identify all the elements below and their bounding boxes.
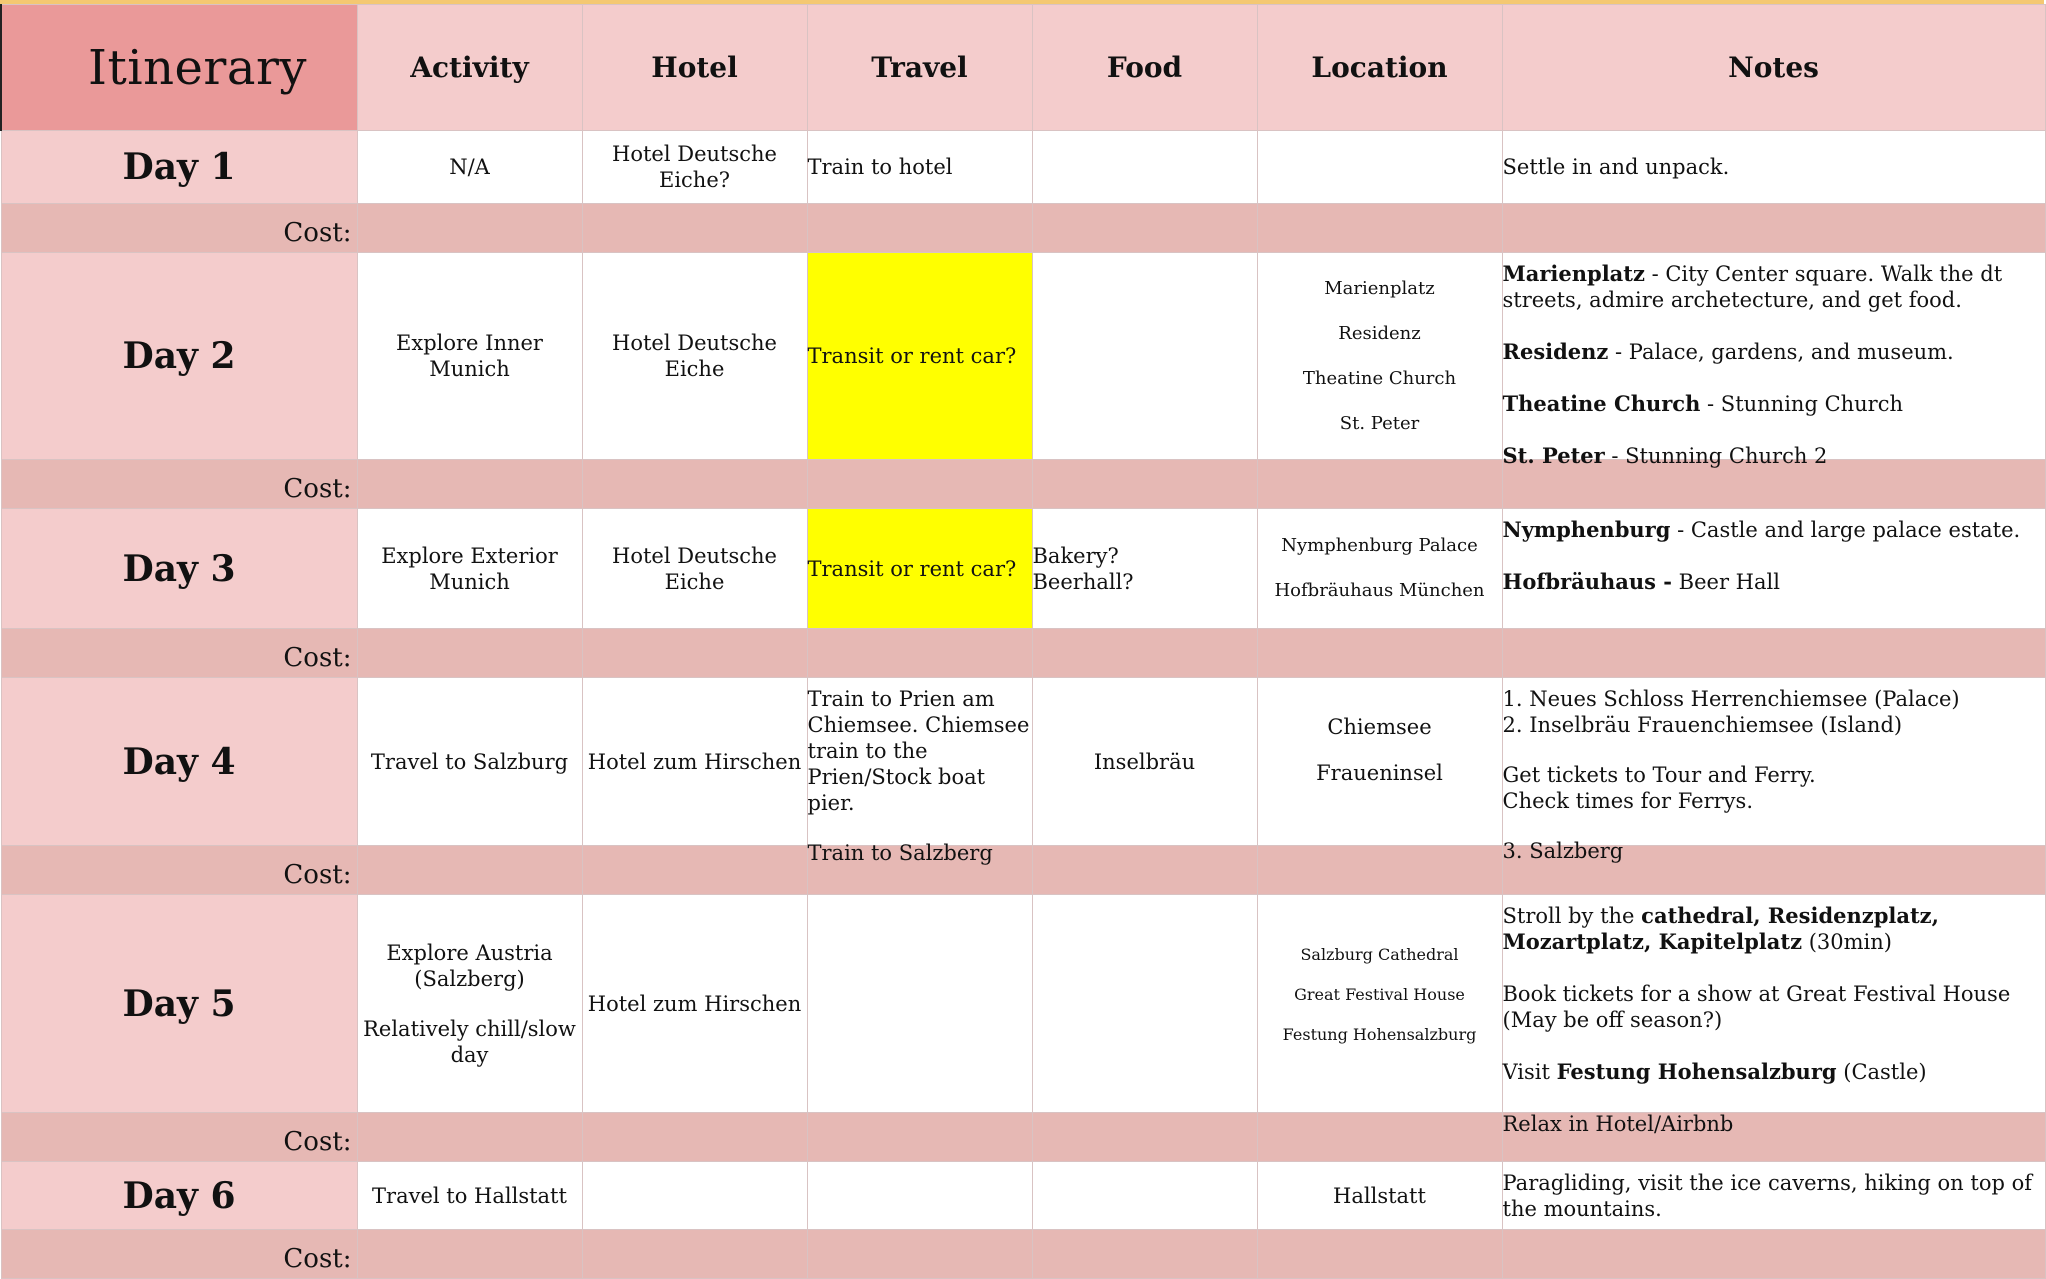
location-cell[interactable] xyxy=(1257,678,1502,846)
notes-content xyxy=(1502,686,2045,863)
activity-line: Relatively chill/slow day xyxy=(363,1016,576,1067)
note-line: Stroll by the cathedral, Residenzplatz, Mozartplatz, Kapitelplatz (30min) xyxy=(1502,903,1939,954)
hotel-cell[interactable]: Hotel Deutsche Eiche xyxy=(582,253,807,460)
travel-cell[interactable] xyxy=(807,678,1032,865)
note-line: 1. Neues Schloss Herrenchiemsee (Palace) xyxy=(1502,687,1960,711)
cost-cell[interactable] xyxy=(582,460,807,509)
cost-row xyxy=(1,846,2045,895)
travel-cell[interactable]: Train to hotel xyxy=(807,131,1032,204)
cost-cell[interactable] xyxy=(582,846,807,895)
header-notes[interactable]: Notes xyxy=(1502,5,2045,131)
header-hotel[interactable]: Hotel xyxy=(582,5,807,131)
cost-label[interactable]: Cost: xyxy=(1,204,357,253)
cost-cell[interactable] xyxy=(807,460,1032,509)
note-line: Visit Festung Hohensalzburg (Castle) xyxy=(1502,1059,1927,1084)
activity-cell[interactable]: Travel to Salzburg xyxy=(357,678,582,846)
notes-cell[interactable] xyxy=(1502,253,2045,468)
food-line: Beerhall? xyxy=(1032,569,1134,594)
travel-cell[interactable]: Transit or rent car? xyxy=(807,253,1032,460)
activity-cell[interactable]: Explore Exterior Munich xyxy=(357,509,582,629)
food-cell[interactable] xyxy=(1032,131,1257,204)
location-item: Residenz xyxy=(1338,322,1421,344)
note-line: Nymphenburg - Castle and large palace estate. xyxy=(1502,517,2021,542)
hotel-cell[interactable] xyxy=(582,1162,807,1230)
travel-cell[interactable]: Transit or rent car? xyxy=(807,509,1032,629)
day-row xyxy=(1,895,2045,1113)
header-location[interactable]: Location xyxy=(1257,5,1502,131)
cost-cell[interactable] xyxy=(807,1230,1032,1279)
cost-cell[interactable] xyxy=(1502,629,2045,678)
food-line: Bakery? xyxy=(1032,543,1119,568)
cost-label[interactable]: Cost: xyxy=(1,846,357,895)
day-label[interactable]: Day 2 xyxy=(1,253,357,460)
travel-line: Train to Prien am Chiemsee. Chiemsee train to the Prien/Stock boat pier. xyxy=(807,687,1030,815)
day-row xyxy=(1,678,2045,846)
note-line: Get tickets to Tour and Ferry. xyxy=(1502,763,1816,787)
cost-cell[interactable] xyxy=(807,629,1032,678)
cost-cell[interactable] xyxy=(1257,204,1502,253)
cost-row xyxy=(1,629,2045,678)
cost-label[interactable]: Cost: xyxy=(1,460,357,509)
hotel-cell[interactable]: Hotel Deutsche Eiche xyxy=(582,509,807,629)
cost-row xyxy=(1,1113,2045,1162)
food-cell[interactable] xyxy=(1032,1162,1257,1230)
day-row xyxy=(1,1162,2045,1230)
cost-cell[interactable] xyxy=(1257,1113,1502,1162)
location-cell[interactable]: Hallstatt xyxy=(1257,1162,1502,1230)
cost-cell[interactable] xyxy=(582,1113,807,1162)
header-travel[interactable]: Travel xyxy=(807,5,1032,131)
location-cell[interactable] xyxy=(1257,509,1502,629)
day-label[interactable]: Day 3 xyxy=(1,509,357,629)
notes-cell[interactable]: Paragliding, visit the ice caverns, hiking on top of the mountains. xyxy=(1502,1162,2045,1230)
food-cell[interactable] xyxy=(1032,895,1257,1113)
hotel-cell[interactable]: Hotel zum Hirschen xyxy=(582,895,807,1113)
activity-cell[interactable] xyxy=(357,895,582,1113)
day-label[interactable]: Day 1 xyxy=(1,131,357,204)
note-line: Theatine Church - Stunning Church xyxy=(1502,391,1904,416)
food-cell[interactable]: Inselbräu xyxy=(1032,678,1257,846)
note-line: Relax in Hotel/Airbnb xyxy=(1502,1112,1734,1136)
hotel-cell[interactable]: Hotel zum Hirschen xyxy=(582,678,807,846)
cost-cell[interactable] xyxy=(357,204,582,253)
notes-cell[interactable] xyxy=(1502,678,2045,863)
location-item: Marienplatz xyxy=(1324,277,1435,299)
cost-cell[interactable] xyxy=(357,460,582,509)
location-item: Festung Hohensalzburg xyxy=(1282,1024,1477,1044)
cost-cell[interactable] xyxy=(582,629,807,678)
notes-cell[interactable] xyxy=(1502,895,2045,1136)
note-line: Marienplatz - City Center square. Walk the dt streets, admire archetecture, and get food. xyxy=(1502,261,2003,312)
note-line: Residenz - Palace, gardens, and museum. xyxy=(1502,339,1954,364)
location-item: Nymphenburg Palace xyxy=(1281,535,1478,556)
cost-label[interactable]: Cost: xyxy=(1,1113,357,1162)
note-line: Hofbräuhaus - Beer Hall xyxy=(1502,569,1780,594)
cost-cell[interactable] xyxy=(1257,629,1502,678)
day-row xyxy=(1,131,2045,204)
cost-cell[interactable] xyxy=(1032,1113,1257,1162)
activity-cell[interactable]: N/A xyxy=(357,131,582,204)
location-item: Fraueninsel xyxy=(1316,760,1443,785)
food-cell[interactable] xyxy=(1032,253,1257,460)
day-row xyxy=(1,509,2045,629)
cost-cell[interactable] xyxy=(807,204,1032,253)
header-row xyxy=(1,5,2045,131)
cost-cell[interactable] xyxy=(357,846,582,895)
location-item: Salzburg Cathedral xyxy=(1300,944,1459,964)
travel-line: Train to Salzberg xyxy=(807,841,993,865)
cost-label[interactable]: Cost: xyxy=(1,629,357,678)
note-line: St. Peter - Stunning Church 2 xyxy=(1502,443,1828,468)
location-item: St. Peter xyxy=(1339,412,1420,434)
location-item: Hofbräuhaus München xyxy=(1274,580,1485,601)
travel-content xyxy=(807,686,1032,865)
notes-cell[interactable] xyxy=(1502,509,2045,629)
cost-cell[interactable] xyxy=(1032,846,1257,895)
travel-cell[interactable] xyxy=(807,1162,1032,1230)
location-item: Theatine Church xyxy=(1302,367,1457,389)
location-cell[interactable] xyxy=(1257,895,1502,1113)
cost-cell[interactable] xyxy=(1257,1230,1502,1279)
cost-cell[interactable] xyxy=(582,204,807,253)
note-line: 3. Salzberg xyxy=(1502,839,1624,863)
note-line: Book tickets for a show at Great Festival House (May be off season?) xyxy=(1502,982,2011,1032)
cost-cell[interactable] xyxy=(1502,1230,2045,1279)
cost-cell[interactable] xyxy=(1032,1230,1257,1279)
day-row xyxy=(1,253,2045,460)
day-label[interactable]: Day 5 xyxy=(1,895,357,1113)
header-activity[interactable]: Activity xyxy=(357,5,582,131)
header-food[interactable]: Food xyxy=(1032,5,1257,131)
notes-cell[interactable]: Settle in and unpack. xyxy=(1502,131,2045,204)
notes-content xyxy=(1502,903,2045,1136)
cost-cell[interactable] xyxy=(1257,846,1502,895)
note-line: 2. Inselbräu Frauenchiemsee (Island) xyxy=(1502,713,1903,737)
cost-row xyxy=(1,204,2045,253)
cost-cell[interactable] xyxy=(357,1113,582,1162)
day-label[interactable]: Day 4 xyxy=(1,678,357,846)
cost-cell[interactable] xyxy=(582,1230,807,1279)
activity-cell[interactable]: Explore Inner Munich xyxy=(357,253,582,460)
cost-row xyxy=(1,1230,2045,1279)
activity-cell[interactable]: Travel to Hallstatt xyxy=(357,1162,582,1230)
sheet-title[interactable]: Itinerary xyxy=(1,5,357,131)
cost-cell[interactable] xyxy=(357,629,582,678)
itinerary-table xyxy=(0,4,2046,1279)
cost-cell[interactable] xyxy=(1032,629,1257,678)
note-line: Check times for Ferrys. xyxy=(1502,789,1754,813)
location-cell[interactable] xyxy=(1257,131,1502,204)
cost-cell[interactable] xyxy=(1502,204,2045,253)
notes-content xyxy=(1502,261,2045,468)
cost-cell[interactable] xyxy=(1032,204,1257,253)
cost-cell[interactable] xyxy=(357,1230,582,1279)
location-cell[interactable] xyxy=(1257,253,1502,460)
hotel-cell[interactable]: Hotel Deutsche Eiche? xyxy=(582,131,807,204)
location-item: Chiemsee xyxy=(1327,714,1432,739)
cost-cell[interactable] xyxy=(1032,460,1257,509)
travel-cell[interactable] xyxy=(807,895,1032,1113)
activity-line: Explore Austria (Salzberg) xyxy=(386,940,553,991)
cost-label[interactable]: Cost: xyxy=(1,1230,357,1279)
food-cell[interactable] xyxy=(1032,509,1257,629)
cost-cell[interactable] xyxy=(807,1113,1032,1162)
cost-cell[interactable] xyxy=(1257,460,1502,509)
location-item: Great Festival House xyxy=(1294,984,1465,1004)
day-label[interactable]: Day 6 xyxy=(1,1162,357,1230)
